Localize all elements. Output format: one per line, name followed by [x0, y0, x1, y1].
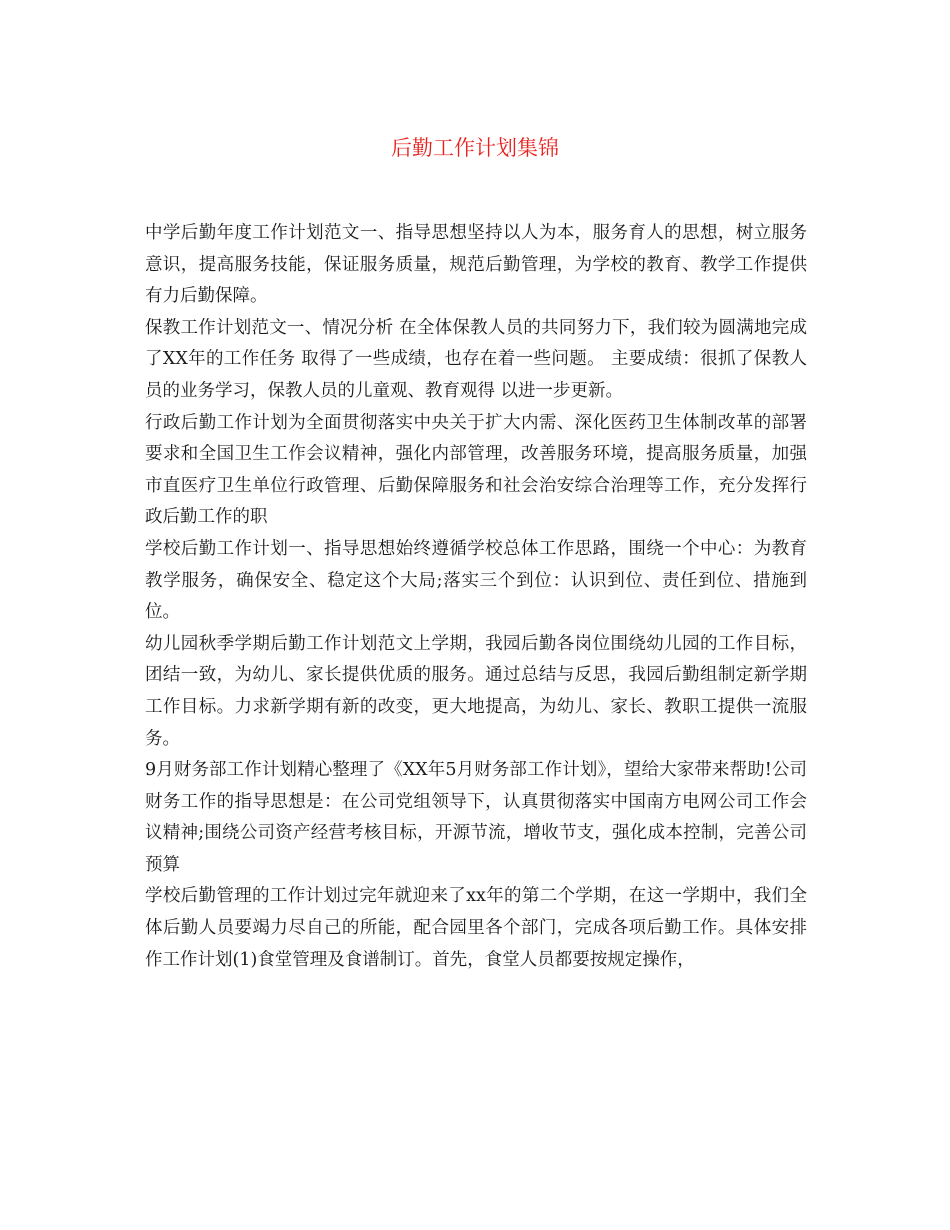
paragraph-finance-department: 9月财务部工作计划精心整理了《XX年5月财务部工作计划》，望给大家带来帮助!公司财务工作的指导思想是：在公司党组领导下，认真贯彻落实中国南方电网公司工作会议精神;围绕公司资产经营考核目标，开源节流，增收节支，强化成本控制，完善公司预算	[145, 760, 807, 875]
paragraph-childcare-plan: 保教工作计划范文一、情况分析 在全体保教人员的共同努力下，我们较为圆满地完成了XX年的工作任务 取得了一些成绩，也存在着一些问题。 主要成绩：很抓了保教人员的业务学习，保教人员的儿童观、教育观得 以进一步更新。	[145, 317, 807, 401]
document-body	[145, 218, 807, 976]
paragraph-middle-school-logistics: 中学后勤年度工作计划范文一、指导思想坚持以人为本，服务育人的思想，树立服务意识，提高服务技能，保证服务质量，规范后勤管理，为学校的教育、教学工作提供有力后勤保障。	[145, 223, 807, 307]
paragraph-school-logistics: 学校后勤工作计划一、指导思想始终遵循学校总体工作思路，围绕一个中心：为教育教学服务，确保安全、稳定这个大局;落实三个到位：认识到位、责任到位、措施到位。	[145, 538, 807, 623]
paragraph-school-logistics-management: 学校后勤管理的工作计划过完年就迎来了xx年的第二个学期，在这一学期中，我们全体后勤人员要竭力尽自己的所能，配合园里各个部门，完成各项后勤工作。具体安排作工作计划(1)食堂管理及食谱制订。首先，食堂人员都要按规定操作，	[145, 886, 807, 970]
paragraph-administrative-logistics: 行政后勤工作计划为全面贯彻落实中央关于扩大内需、深化医药卫生体制改革的部署要求和全国卫生工作会议精神，强化内部管理，改善服务环境，提高服务质量，加强市直医疗卫生单位行政管理、后勤保障服务和社会治安综合治理等工作，充分发挥行政后勤工作的职	[145, 412, 807, 528]
document-title: 后勤工作计划集锦	[391, 136, 559, 160]
paragraph-kindergarten-autumn: 幼儿园秋季学期后勤工作计划范文上学期，我园后勤各岗位围绕幼儿园的工作目标，团结一致，为幼儿、家长提供优质的服务。通过总结与反思，我园后勤组制定新学期工作目标。力求新学期有新的改变，更大地提高，为幼儿、家长、教职工提供一流服务。	[145, 633, 807, 749]
